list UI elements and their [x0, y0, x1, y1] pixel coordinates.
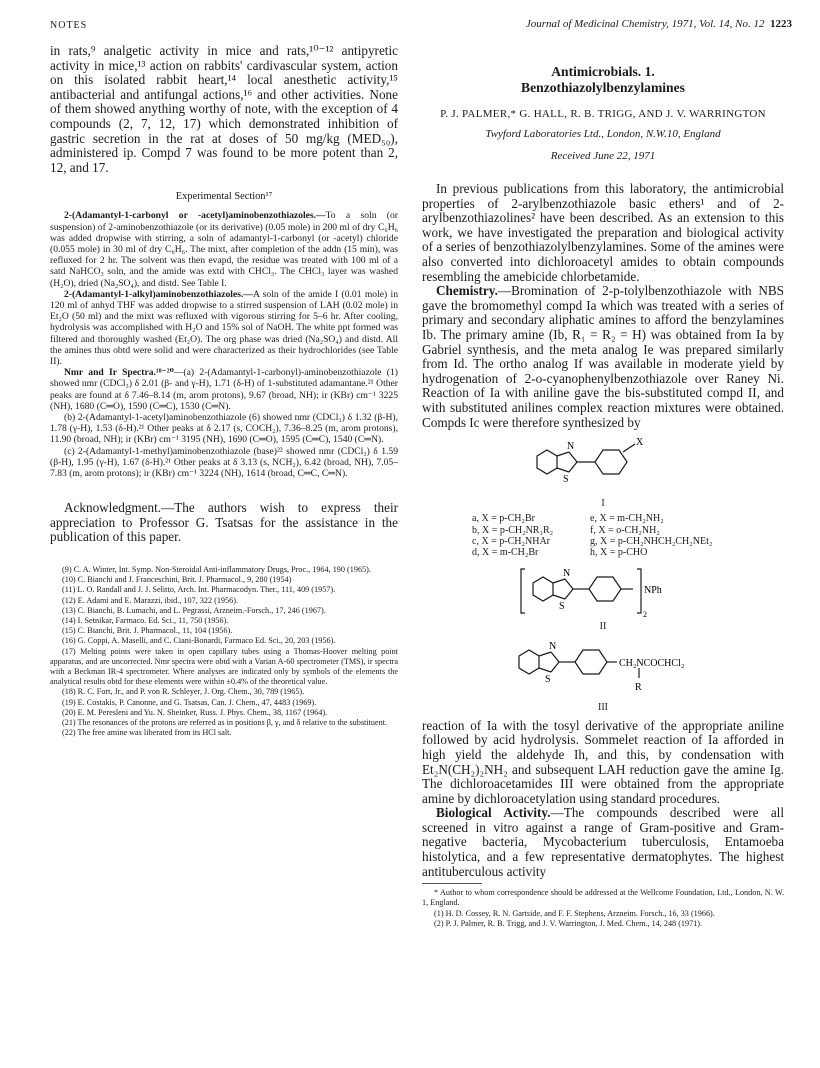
legend-item: d, X = m-CH₂Br	[472, 547, 539, 559]
chemistry-heading: Chemistry.	[436, 283, 498, 299]
legend-row	[472, 513, 784, 524]
legend-row	[472, 547, 784, 558]
substituent-X: X	[636, 437, 644, 449]
reference-item: (12) E. Adami and E. Marazzi, ibid., 107, 322 (1956).	[62, 595, 238, 605]
nph-group: NPh	[644, 584, 662, 596]
exp1-text: To a soln (or suspension) of 2-aminobenzothiazole (or its derivative) (0.05 mole) in 200 ml of dry C₆H₆ was added dropwise with stirring, a soln of adamantyl-1-carbonyl (or -acetyl) chloride (0.055 mole) in 30 ml of dry C₆H₆. The mixt, after completion of the addn (15 min), was refluxed for 2 hr. The solvent was then evapd, the residue was treated with 100 ml of a satd NaHCO₃ soln, and the amide was extd with CHCl₃. The CHCl₃ layer was washed (H₂O), dried (Na₂SO₄), and distd. See Table I.	[50, 210, 398, 289]
footnote-separator	[422, 883, 482, 884]
exp1-heading: 2-(Adamantyl-1-carbonyl or -acetyl)aminobenzothiazoles.—	[64, 210, 326, 222]
atom-S: S	[563, 474, 569, 486]
right-column	[422, 44, 784, 929]
experimental-para-3b: (b) 2-(Adamantyl-1-acetyl)aminobenzothiazole (6) showed nmr (CDCl₃) δ 1.32 (β-H), 1.78 (γ-H), 1.53 (δ-H).²¹ Other peaks at δ 2.17 (s, COCH₂), 7.36–8.25 (m, arom protons), 11.90 (broad, NH); ir (KBr) cm⁻¹ 3195 (NH), 1690 (C═O), 1595 (C═C), 1540 (C═N).	[50, 412, 398, 446]
legend-item: b, X = p-CH₂NR₁R₂	[472, 524, 554, 536]
reference-item: (20) E. M. Peresleni and Yu. N. Sheinker, Russ. J. Phys. Chem., 38, 1167 (1964).	[62, 707, 328, 717]
chemistry-paragraph	[422, 284, 784, 430]
label-III: III	[598, 701, 608, 713]
amide-group: CH₂NCOCHCl₂	[619, 657, 685, 669]
legend-item: h, X = p-CHO	[590, 547, 648, 559]
chemistry-continued-paragraph: reaction of Ia with the tosyl derivative of the appropriate aniline followed by acid hydrolysis. Sommelet reaction of Ia afforded in high yield the aldehyde Ih, and this, by condensation with Et₂N(CH₂)₂NH₂ and subsequent LAH reduction gave the amine Ig. The dichloroacetamides III were obtained from the appropriate amine by dichloroacetylation using standard procedures.	[422, 717, 784, 806]
exp2-heading: 2-(Adamantyl-1-alkyl)aminobenzothiazoles.—	[64, 288, 253, 300]
reference-item: (21) The resonances of the protons are referred as in positions β, γ, and δ relative to the substituent.	[62, 718, 388, 728]
r-group: R	[635, 681, 642, 693]
reference-item: (22) The free amine was liberated from its HCl salt.	[62, 728, 232, 738]
article-title-line1: Antimicrobials. 1.	[551, 64, 655, 79]
running-head-right	[526, 18, 792, 30]
legend-item: a, X = p-CH₂Br	[472, 513, 536, 525]
footnote-item: (1) H. D. Cossey, R. N. Gartside, and F. F. Stephens, Arzneim. Forsch., 16, 33 (1966).	[434, 908, 715, 918]
acknowledgment: Acknowledgment.—The authors wish to express their appreciation to Professor G. Tsatsas for the assistance in the publication of this paper.	[50, 500, 398, 545]
biological-heading: Biological Activity.	[436, 805, 551, 821]
intro-paragraph: in rats,⁹ analgetic activity in mice and rats,¹⁰⁻¹² antipyretic activity in mice,¹³ action on rabbits' cardivascular system, action on this isolated rabbit heart,¹⁴ local anesthetic activity,¹⁵ antibacterial and antifungal actions,¹⁶ and other activities. None of them showed anything worthy of note, with the exception of 4 compounds (2, 7, 12, 17) which demonstrated inhibition of gastric secretion in the rat at doses of 50 mg/kg (MED₅₀), administered ip. Compd 7 was found to be more potent than 2, 12, and 17.	[50, 43, 398, 175]
atom-N: N	[563, 567, 571, 579]
reference-item: (15) C. Bianchi, Brit. J. Pharmacol., 11, 104 (1956).	[62, 626, 233, 636]
reference-item: (18) R. C. Fort, Jr., and P. von R. Schleyer, J. Org. Chem., 30, 789 (1965).	[62, 687, 305, 697]
received-date: Received June 22, 1971	[550, 150, 656, 162]
experimental-para-3	[50, 367, 398, 412]
structure-II-diagram	[503, 563, 703, 619]
structure-I-diagram	[523, 434, 683, 496]
reference-item: (9) C. A. Winter, Int. Symp. Non-Steroidal Anti-inflammatory Drugs, Proc., 1964, 190 (1965).	[62, 565, 371, 574]
running-head-left: NOTES	[50, 20, 88, 31]
label-II: II	[599, 620, 607, 632]
page-number: 1223	[770, 18, 792, 30]
footnote-item: (2) P. J. Palmer, R. B. Trigg, and J. V. Warrington, J. Med. Chem., 14, 248 (1971).	[434, 918, 703, 928]
reference-item: (19) E. Costakis, P. Canonne, and G. Tsatsas, Can. J. Chem., 47, 4483 (1969).	[62, 697, 317, 707]
footnotes	[422, 888, 784, 929]
exp2-text: A soln of the amide I (0.01 mole) in 120 ml of anhyd THF was added dropwise to a stirred suspension of LAH (0.02 mole) in Et₂O (50 ml) and the mixt was refluxed with vigorous stirring for 5–6 hr. After cooling, hydrolysis was accomplished with H₂O and 15% sol of NaOH. The white ppt formed was filtered and thoroughly washed (Et₂O). The org phase was dried (Na₂SO₄) and distd. All the amines thus obtd were solid and were characterized as their hydrochlorides (see Table II).	[50, 288, 398, 367]
legend-row	[472, 536, 784, 547]
legend-item: c, X = p-CH₂NHAr	[472, 535, 551, 547]
authors: P. J. PALMER,* G. HALL, R. B. TRIGG, AND J. V. WARRINGTON	[440, 108, 766, 120]
atom-S: S	[545, 673, 551, 685]
footnote-item: * Author to whom correspondence should be addressed at the Wellcome Foundation, Ltd., London, N. W. 1, England.	[422, 888, 784, 908]
affiliation: Twyford Laboratories Ltd., London, N.W.10, England	[485, 128, 721, 140]
label-I: I	[601, 498, 605, 510]
intro-paragraph-right: In previous publications from this laboratory, the antimicrobial properties of 2-arylbenzothiazole basic ethers¹ and of 2-arylbenzothiazolines² have been described. As an extension to this work, we have investigated the preparation and biological activity of a series of benzothiazolylbenzylamines. Some of the amines were also converted into dichloroacetyl amides to obtain compounds resembling the amebicide chlorbetamide.	[422, 181, 784, 284]
atom-N: N	[567, 441, 575, 453]
experimental-para-1	[50, 210, 398, 288]
reference-item: (14) I. Setnikar, Farmaco. Ed. Sci., 11, 750 (1956).	[62, 616, 229, 626]
article-title-line2: Benzothiazolylbenzylamines	[521, 80, 685, 95]
experimental-section-title: Experimental Section¹⁷	[175, 191, 273, 203]
reference-item: (10) C. Bianchi and J. Franceschini, Brit. J. Pharmacol., 9, 280 (1954)	[62, 575, 292, 585]
left-column	[50, 44, 398, 738]
article-title	[422, 64, 784, 96]
references-list	[50, 565, 398, 738]
experimental-para-3c: (c) 2-(Adamantyl-1-methyl)aminobenzothiazole (base)²² showed nmr (CDCl₃) δ 1.59 (β-H), 1.95 (γ-H), 1.67 (δ-H).²¹ Other peaks at δ 3.13 (s, NCH₂), 6.42 (broad, NH), 7.05–7.83 (m, arom protons); ir (KBr) cm⁻¹ 3224 (NH), 1614 (broad, C═C, C═N).	[50, 445, 398, 480]
reference-item: (13) C. Bianchi, B. Lumachi, and L. Pegrassi, Arzneim.-Forsch., 17, 246 (1967).	[62, 605, 326, 615]
reference-item: (17) Melting points were taken in open capillary tubes using a Thomas-Hoover melting point apparatus, and are uncorrected. Nmr spectra were obtd with a Varian A-60 spectrometer (TMS), ir spectra with a Beckman IR-4 spectrometer. Where analyses are indicated only by symbols of the elements the analytical results obtd for these elements were within ±0.4% of the theoretical value.	[50, 646, 398, 687]
chemistry-text: —Bromination of 2-p-tolylbenzothiazole with NBS gave the bromomethyl compd Ia which was treated with a series of primary and secondary aliphatic amines to afford the benzylamines Ib. The primary amine (Ib, R₁ = R₂ = H) was obtained from Ia by Gabriel synthesis, and the meta analog Ie was prepared similarly from Id. The ortho analog If was available in moderate yield by hydrogenation of 2-o-cyanophenylbenzothiazole over Raney Ni. Reaction of Ia with aniline gave the bis-substituted compd II, and with substituted anilines complex reaction mixtures were obtained. Compds Ic were therefore synthesized by	[422, 283, 784, 430]
exp3-text: —(a) 2-(Adamantyl-1-carbonyl)-aminobenzothiazole (1) showed nmr (CDCl₃) δ 2.01 (β- and γ-H), 1.71 (δ-H) of 1-substituted adamantane.²¹ Other peaks are found at δ 7.46–8.14 (m, arom protons), 9.67 (broad, NH); ir (KBr) cm⁻¹ 3225 (NH), 1680 (C═O), 1590 (C═C), 1530 (C═N).	[50, 367, 398, 412]
journal-citation: Journal of Medicinal Chemistry, 1971, Vol. 14, No. 12	[525, 18, 765, 30]
reference-item: (11) L. O. Randall and J. J. Selitto, Arch. Int. Pharmacodyn. Ther., 111, 409 (1957).	[62, 585, 336, 595]
structure-III-diagram	[483, 636, 723, 700]
atom-S: S	[559, 600, 565, 612]
experimental-para-2	[50, 289, 398, 367]
biological-text: —The compounds described were all screened in vitro against a range of Gram-positive and Gram-negative bacteria, Mycobacterium tuberculosis, Entamoeba histolytica, and a few representative dermatophytes. The highest antituberculous activity	[422, 805, 784, 879]
legend-item: e, X = m-CH₂NH₂	[590, 513, 664, 525]
structure-legend	[472, 513, 784, 559]
legend-item: f, X = o-CH₂NH₂	[590, 524, 660, 536]
subscript-2: 2	[643, 609, 647, 619]
reference-item: (16) G. Coppi, A. Maselli, and C. Ciani-Bonardi, Farmaco Ed. Sci., 20, 203 (1956).	[62, 636, 336, 646]
biological-paragraph	[422, 806, 784, 879]
exp3-heading: Nmr and Ir Spectra.¹⁸⁻²⁰	[64, 367, 174, 379]
legend-item: g, X = p-CH₂NHCH₂CH₂NEt₂	[590, 535, 713, 547]
legend-row	[472, 525, 784, 536]
atom-N: N	[549, 640, 557, 652]
